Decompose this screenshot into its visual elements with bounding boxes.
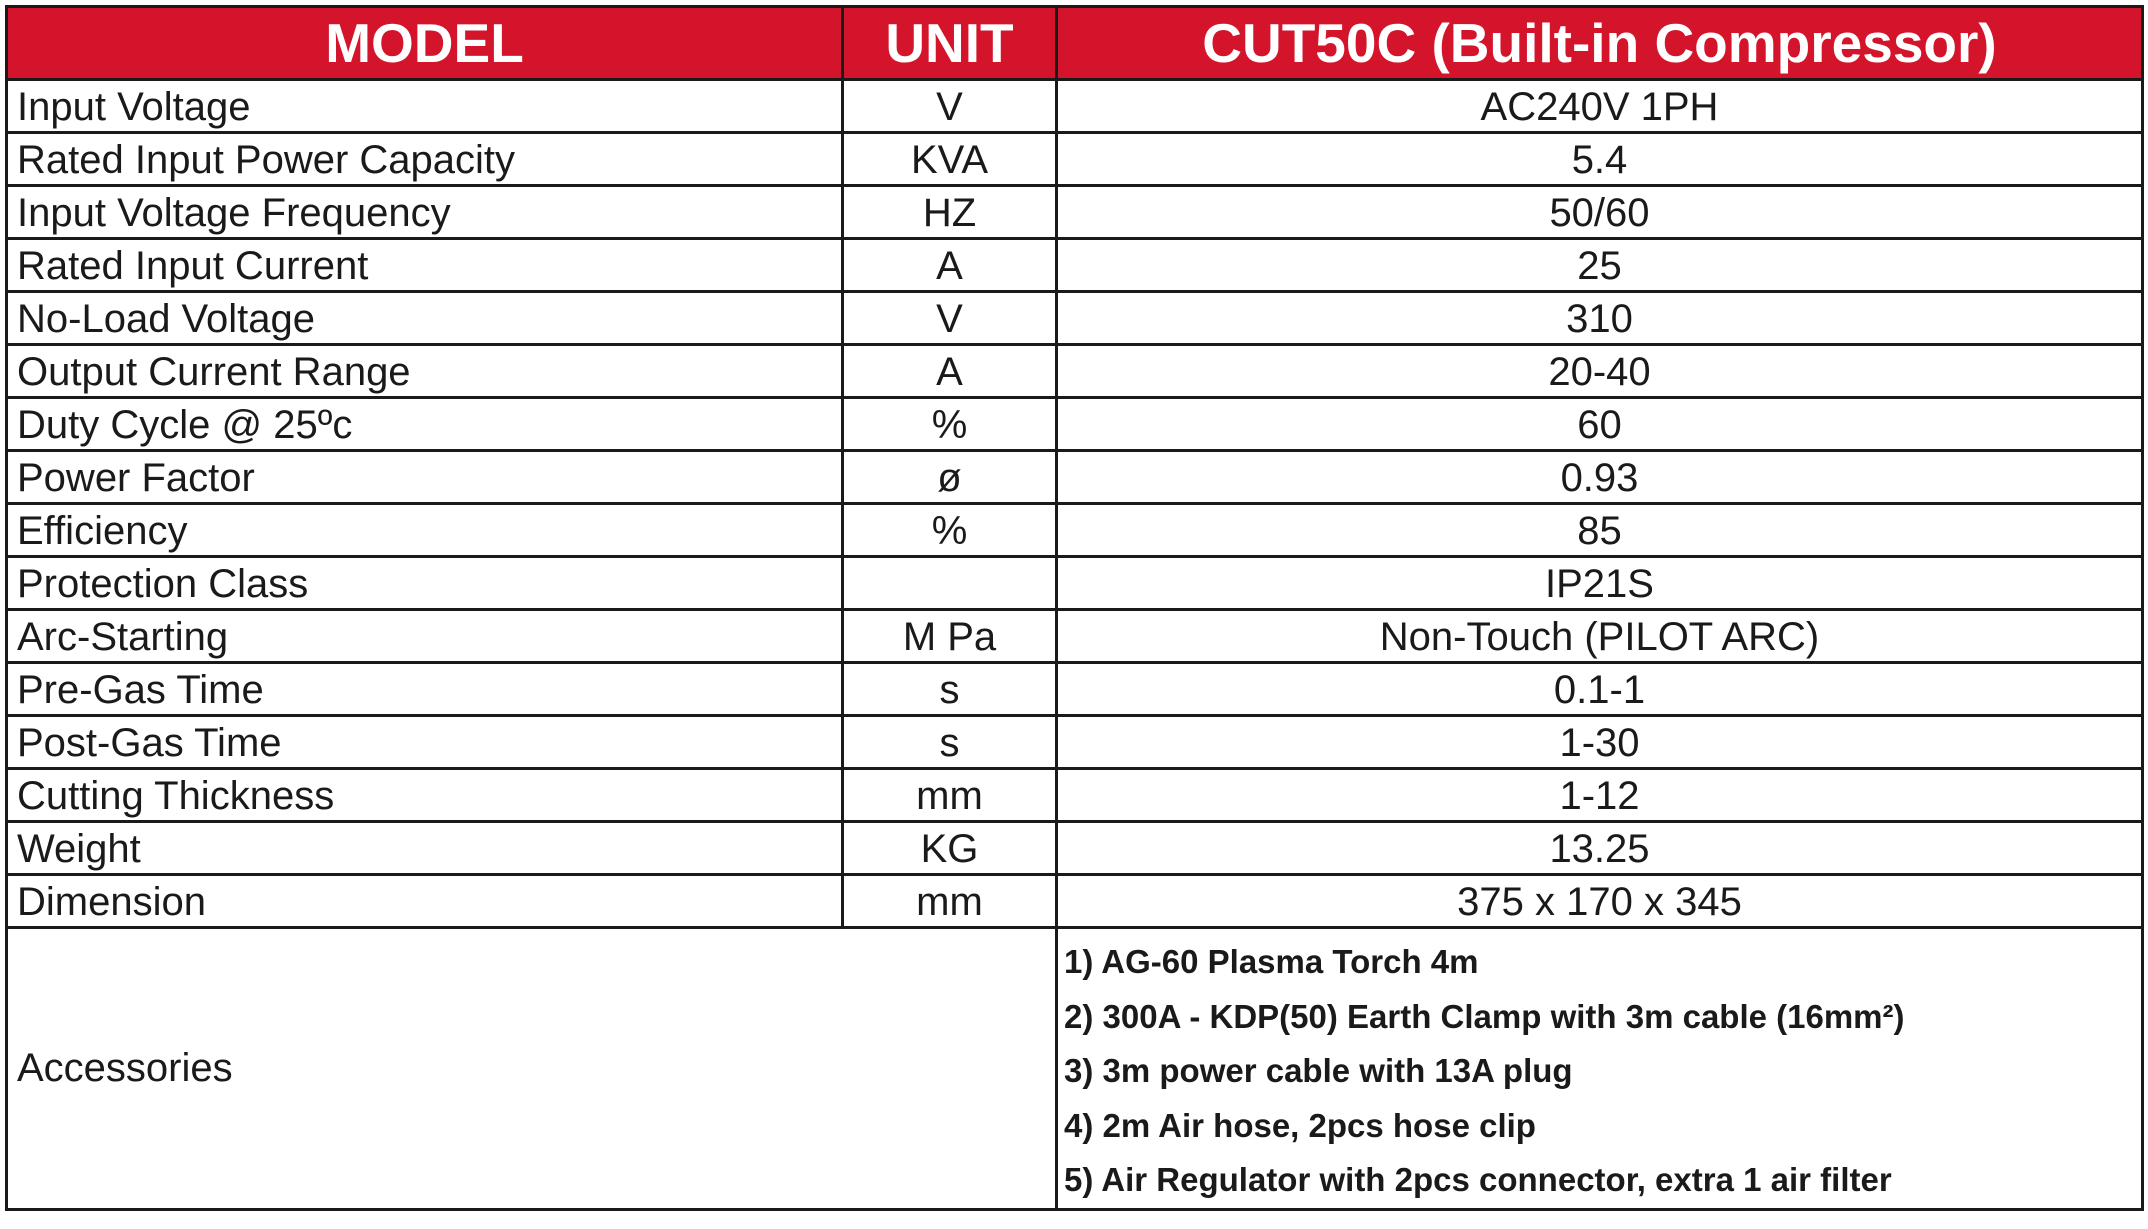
table-row [7, 451, 2143, 504]
table-row [7, 769, 2143, 822]
param-cell: Rated Input Power Capacity [7, 133, 843, 186]
unit-cell: % [843, 504, 1057, 557]
param-cell: Output Current Range [7, 345, 843, 398]
value-cell: Non-Touch (PILOT ARC) [1057, 610, 2143, 663]
unit-cell: mm [843, 769, 1057, 822]
value-cell: 0.93 [1057, 451, 2143, 504]
table-row [7, 875, 2143, 928]
accessories-cell [1057, 928, 2143, 1210]
accessories-list [1058, 929, 2141, 1208]
table-row [7, 292, 2143, 345]
param-cell: Pre-Gas Time [7, 663, 843, 716]
value-cell: AC240V 1PH [1057, 80, 2143, 133]
value-cell: 25 [1057, 239, 2143, 292]
unit-cell: A [843, 345, 1057, 398]
unit-cell: A [843, 239, 1057, 292]
accessories-row [7, 928, 2143, 1210]
param-cell: Duty Cycle @ 25ºc [7, 398, 843, 451]
unit-cell: KG [843, 822, 1057, 875]
unit-cell: V [843, 80, 1057, 133]
table-row [7, 345, 2143, 398]
table-row [7, 133, 2143, 186]
table-row [7, 80, 2143, 133]
value-cell: 13.25 [1057, 822, 2143, 875]
param-cell: Cutting Thickness [7, 769, 843, 822]
value-cell: 375 x 170 x 345 [1057, 875, 2143, 928]
param-cell: No-Load Voltage [7, 292, 843, 345]
param-cell: Input Voltage [7, 80, 843, 133]
unit-cell: s [843, 663, 1057, 716]
table-row [7, 557, 2143, 610]
unit-cell: HZ [843, 186, 1057, 239]
accessory-item: 4) 2m Air hose, 2pcs hose clip [1064, 1106, 1536, 1144]
table-body [7, 80, 2143, 1210]
header-value: CUT50C (Built-in Compressor) [1057, 7, 2143, 80]
unit-cell: M Pa [843, 610, 1057, 663]
value-cell: 1-30 [1057, 716, 2143, 769]
value-cell: IP21S [1057, 557, 2143, 610]
value-cell: 60 [1057, 398, 2143, 451]
value-cell: 20-40 [1057, 345, 2143, 398]
param-cell: Protection Class [7, 557, 843, 610]
table-row [7, 239, 2143, 292]
table-header [7, 7, 2143, 80]
value-cell: 0.1-1 [1057, 663, 2143, 716]
unit-cell: ø [843, 451, 1057, 504]
header-unit: UNIT [843, 7, 1057, 80]
table-row [7, 822, 2143, 875]
accessory-item: 1) AG-60 Plasma Torch 4m [1064, 943, 1479, 980]
accessory-item: 2) 300A - KDP(50) Earth Clamp with 3m cable (16mm²) [1064, 997, 1905, 1035]
table-row [7, 663, 2143, 716]
accessory-item: 5) Air Regulator with 2pcs connector, extra 1 air filter [1064, 1161, 1892, 1198]
param-cell: Power Factor [7, 451, 843, 504]
param-cell: Input Voltage Frequency [7, 186, 843, 239]
param-cell: Efficiency [7, 504, 843, 557]
value-cell: 5.4 [1057, 133, 2143, 186]
param-cell: Rated Input Current [7, 239, 843, 292]
table-row [7, 610, 2143, 663]
value-cell: 50/60 [1057, 186, 2143, 239]
value-cell: 310 [1057, 292, 2143, 345]
value-cell: 1-12 [1057, 769, 2143, 822]
unit-cell: mm [843, 875, 1057, 928]
table-row [7, 398, 2143, 451]
header-model: MODEL [7, 7, 843, 80]
spec-table [5, 5, 2144, 1211]
param-cell: Weight [7, 822, 843, 875]
param-cell: Post-Gas Time [7, 716, 843, 769]
unit-cell: KVA [843, 133, 1057, 186]
unit-cell [843, 557, 1057, 610]
unit-cell: V [843, 292, 1057, 345]
table-row [7, 716, 2143, 769]
table-row [7, 504, 2143, 557]
param-cell: Arc-Starting [7, 610, 843, 663]
value-cell: 85 [1057, 504, 2143, 557]
table-row [7, 186, 2143, 239]
unit-cell: % [843, 398, 1057, 451]
unit-cell: s [843, 716, 1057, 769]
accessory-item: 3) 3m power cable with 13A plug [1064, 1052, 1573, 1089]
accessories-label: Accessories [7, 928, 1057, 1210]
param-cell: Dimension [7, 875, 843, 928]
